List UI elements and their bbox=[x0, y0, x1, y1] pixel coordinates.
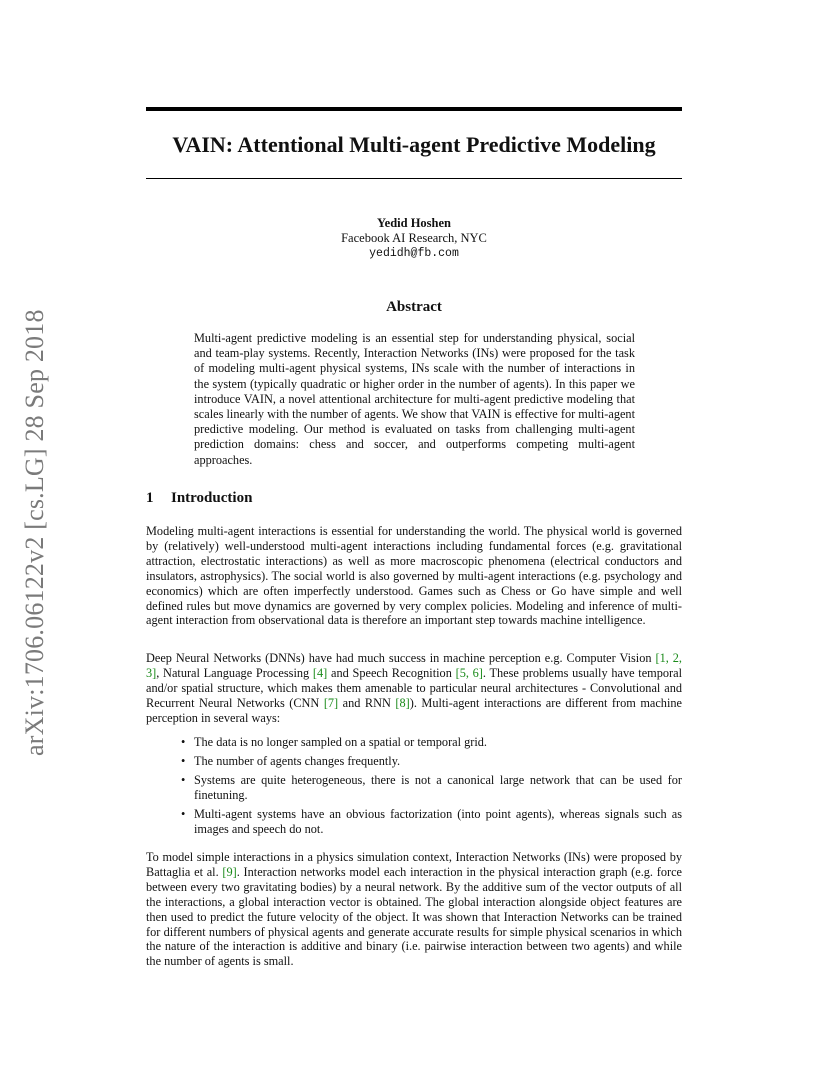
abstract-heading: Abstract bbox=[386, 299, 442, 315]
intro-bullet-list bbox=[146, 735, 682, 840]
author-affiliation: Facebook AI Research, NYC bbox=[341, 231, 487, 245]
p2-text-5: and RNN bbox=[338, 695, 396, 710]
intro-paragraph-3 bbox=[146, 850, 682, 969]
citation-link-5-6[interactable]: [5, 6] bbox=[455, 665, 483, 680]
p2-text-6: ). Multi-agent interactions are different from machine perception in several ways: bbox=[146, 695, 682, 725]
citation-link-1-2-3[interactable]: [1, 2, 3] bbox=[146, 651, 682, 680]
p2-text-1: Deep Neural Networks (DNNs) have had much success in machine perception e.g. Computer Vision bbox=[146, 651, 656, 665]
p2-text-2: , Natural Language Processing bbox=[156, 665, 313, 680]
list-item bbox=[146, 735, 682, 750]
p2-text-4: . These problems usually have temporal and/or spatial structure, which makes them amenable to particular neural architectures - Convolutional and Recurrent Neural Networks (CNN bbox=[146, 665, 683, 710]
list-item-text: The data is no longer sampled on a spatial or temporal grid. bbox=[194, 735, 487, 749]
arxiv-sidebar-stamp: arXiv:1706.06122v2 [cs.LG] 28 Sep 2018 bbox=[20, 309, 49, 756]
list-item bbox=[146, 807, 682, 837]
citation-link-9[interactable]: [9] bbox=[222, 864, 237, 879]
citation-link-4[interactable]: [4] bbox=[312, 665, 328, 680]
abstract-text: Multi-agent predictive modeling is an essential step for understanding physical, social and team-play systems. Recently, Interaction Networks (INs) were proposed for the task of modeling multi-agent physical systems, INs scale with the number of interactions in the system (typically quadratic or higher order in the number of agents). In this paper we introduce VAIN, a novel attentional architecture for multi-agent predictive modeling that scales linearly with the number of agents. We show that VAIN is effective for multi-agent predictive modeling. Our method is evaluated on tasks from challenging multi-agent prediction domains: chess and soccer, and outperforms competing multi-agent approaches. bbox=[194, 331, 635, 467]
intro-paragraph-2 bbox=[146, 651, 682, 726]
title-rule-bottom bbox=[146, 178, 682, 179]
author-email: yedidh@fb.com bbox=[369, 247, 459, 260]
section-number: 1 bbox=[146, 490, 154, 506]
bullet-glyph: • bbox=[181, 753, 186, 768]
p3-text-1: To model simple interactions in a physics simulation context, Interaction Networks (INs) were proposed by Battaglia et al. bbox=[146, 850, 682, 879]
paper-title: VAIN: Attentional Multi-agent Predictive Modeling bbox=[172, 132, 656, 157]
author-block bbox=[146, 216, 682, 261]
list-item-text: Systems are quite heterogeneous, there is not a canonical large network that can be used for finetuning. bbox=[194, 772, 682, 802]
section-title: Introduction bbox=[171, 490, 253, 506]
list-item-text: Multi-agent systems have an obvious factorization (into point agents), whereas signals such as images and speech do not. bbox=[194, 806, 682, 836]
list-item bbox=[146, 773, 682, 803]
bullet-glyph: • bbox=[181, 806, 186, 821]
bullet-glyph: • bbox=[181, 735, 186, 749]
intro-paragraph-1: Modeling multi-agent interactions is essential for understanding the world. The physical world is governed by (relatively) well-understood multi-agent interactions including fundamental forces (e.g. gravitational attraction, electrostatic interactions) as well as more macroscopic phenomena (electrical conductors and insulators, astrophysics). The social world is also governed by multi-agent interactions (e.g. psychology and economics) which are often imperfectly understood. Games such as Chess or Go have simple and well defined rules but move dynamics are governed by very complex policies. Modeling and inference of multi-agent interaction from observational data is therefore an important step towards machine intelligence. bbox=[146, 524, 682, 628]
citation-link-8[interactable]: [8] bbox=[395, 695, 410, 710]
list-item bbox=[146, 754, 682, 769]
citation-link-7[interactable]: [7] bbox=[323, 695, 339, 710]
section-heading-introduction bbox=[146, 490, 252, 507]
author-name: Yedid Hoshen bbox=[377, 216, 451, 230]
bullet-glyph: • bbox=[181, 772, 186, 787]
list-item-text: The number of agents changes frequently. bbox=[194, 753, 401, 768]
p3-text-2: . Interaction networks model each interaction in the physical interaction graph (e.g. force between every two gravitating bodies) by a neural network. By the additive sum of the vector outputs of all the interactions, a global interaction vector is obtained. The global interaction alongside object features are then used to predict the future velocity of the object. It was shown that Interaction Networks can be trained for different numbers of physical agents and generate accurate results for simple physical scenarios in which the nature of the interaction is additive and binary (i.e. pairwise interaction between two agents) and while the number of agents is small. bbox=[146, 864, 682, 969]
p2-text-3: and Speech Recognition bbox=[327, 665, 456, 680]
title-rule-top bbox=[146, 107, 682, 111]
